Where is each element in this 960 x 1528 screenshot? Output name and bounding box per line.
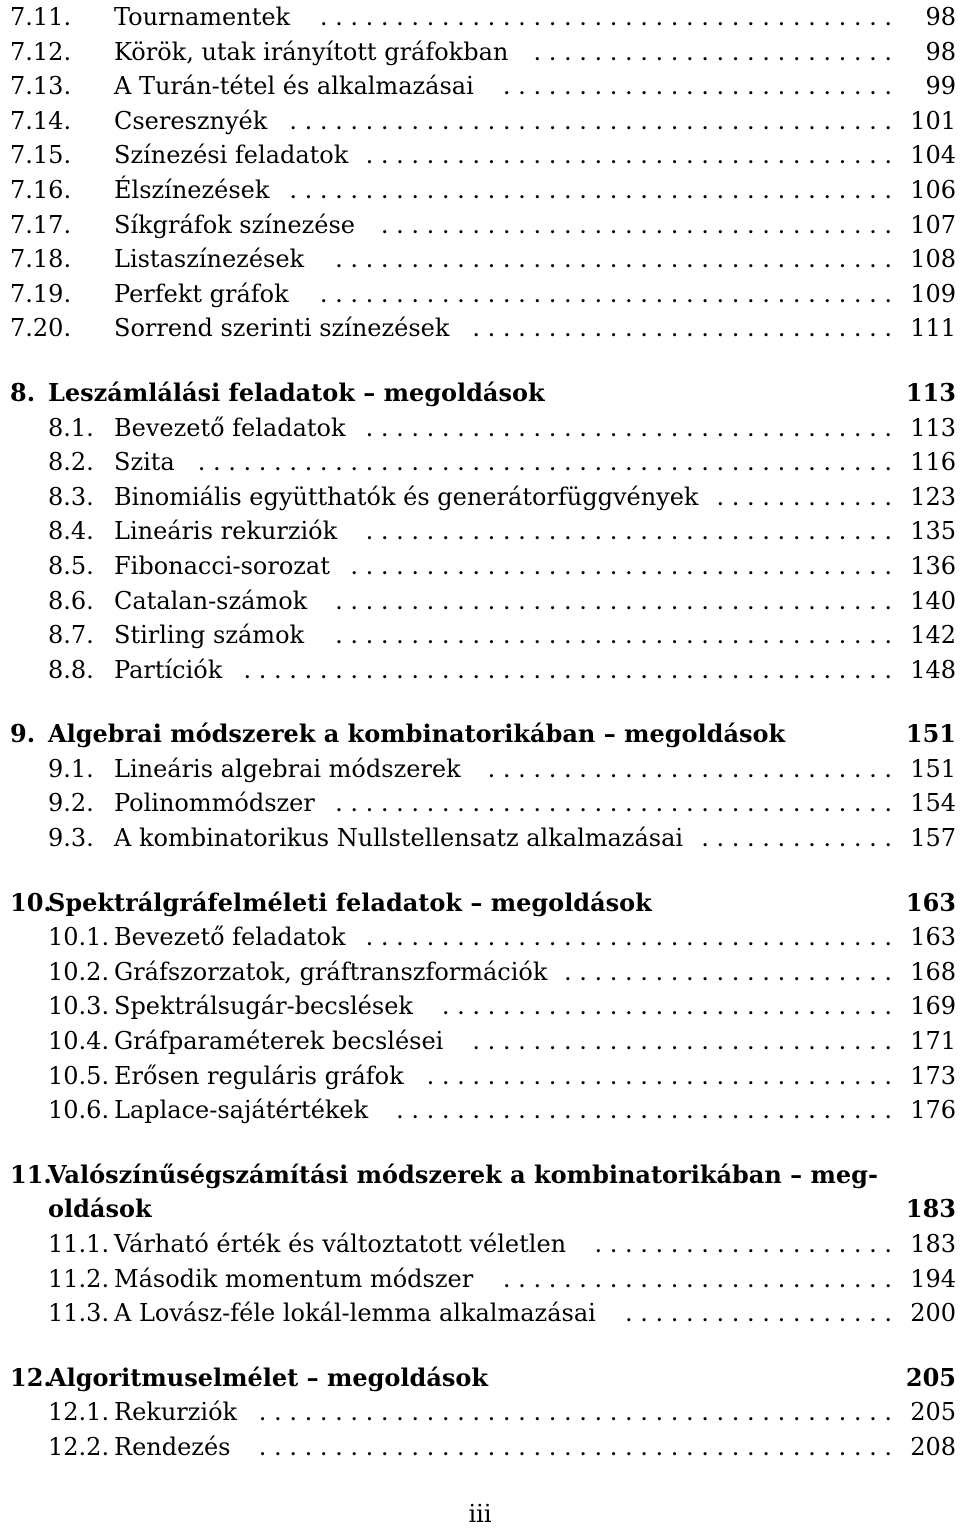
dot-leader: . . . . . . . . . . . . . . . . . . . . . . . . . . . . . . . . . . xyxy=(373,210,892,239)
entry-page: 99 xyxy=(925,72,956,101)
entry-title: A Lovász-féle lokál-lemma alkalmazásai xyxy=(114,1299,596,1328)
toc-entry[interactable] xyxy=(10,955,956,990)
entry-number: 10.4. xyxy=(48,1027,110,1056)
dot-leader: . . . . . . . . . . . . . . . . . . . . . . . . . . . . xyxy=(464,314,892,343)
entry-title: Élszínezések xyxy=(114,175,270,204)
chapter-title-line2: oldások xyxy=(48,1194,152,1224)
chapter-12-items xyxy=(10,1395,956,1464)
dot-leader: . . . . . . . . . . . . . . . . . . . . . . . . . . . . . . . . . xyxy=(388,1096,892,1125)
entry-title: Partíciók xyxy=(114,655,223,684)
entry-number: 7.19. xyxy=(10,279,72,308)
chapter-page: 183 xyxy=(905,1194,956,1224)
entry-title: Szita xyxy=(114,448,175,477)
toc-entry[interactable] xyxy=(10,549,956,584)
toc-entry[interactable] xyxy=(10,920,956,955)
entry-number: 12.1. xyxy=(48,1398,110,1427)
toc-entry[interactable] xyxy=(10,445,956,480)
toc-entry[interactable] xyxy=(10,1262,956,1297)
chapter-page: 113 xyxy=(905,377,956,407)
entry-page: 136 xyxy=(910,551,956,580)
entry-number: 8.1. xyxy=(48,413,94,442)
entry-number: 11.1. xyxy=(48,1230,110,1258)
entry-title: Perfekt gráfok xyxy=(114,279,289,308)
dot-leader: . . . . . . . . . . . . . . . . . . . . . . . . . . . . . . . . . . . . . xyxy=(327,586,892,615)
entry-number: 10.2. xyxy=(48,957,110,986)
entry-page: 168 xyxy=(910,957,956,986)
entry-title: Bevezető feladatok xyxy=(114,413,346,442)
chapter-9-heading[interactable] xyxy=(10,717,956,752)
entry-page: 109 xyxy=(910,279,956,308)
entry-page: 135 xyxy=(910,517,956,546)
entry-number: 8.7. xyxy=(48,621,94,650)
dot-leader: . . . . . . . . . . . . . . . . . . . . . . . . . . . xyxy=(480,754,892,783)
entry-page: 194 xyxy=(910,1264,956,1293)
dot-leader: . . . . . . . . . . . . . . . . . . . . . . . . xyxy=(525,37,892,66)
dot-leader: . . . . . . . . . . . . . . . . . . . . . . . . . . . . . . . . . . . xyxy=(357,923,892,952)
dot-leader: . . . . . . . . . . . . xyxy=(708,482,892,511)
dot-leader: . . . . . . . . . . . . . . . . . . . . . . . . . . xyxy=(495,72,892,101)
toc-entry[interactable] xyxy=(10,173,956,208)
entry-title: Bevezető feladatok xyxy=(114,923,346,952)
dot-leader: . . . . . . . . . . . . . . . . . . . . . . . . . . . . . . . . . . . xyxy=(357,517,892,546)
toc-entry[interactable] xyxy=(10,1296,956,1331)
dot-leader: . . . . . . . . . . . . . . . . . . . . . . . . . . . . . . . . . . . . . . xyxy=(312,279,892,308)
entry-page: 98 xyxy=(925,37,956,66)
toc-entry[interactable] xyxy=(10,0,956,35)
toc-entry[interactable] xyxy=(10,514,956,549)
chapter-11-heading-line1[interactable] xyxy=(10,1158,956,1193)
entry-title: Fibonacci-sorozat xyxy=(114,551,330,580)
toc-entry[interactable] xyxy=(10,242,956,277)
entry-title: A kombinatorikus Nullstellensatz alkalmazásai xyxy=(114,824,684,853)
entry-page: 151 xyxy=(910,754,956,783)
chapter-page: 163 xyxy=(905,887,956,917)
toc-entry[interactable] xyxy=(10,208,956,243)
entry-title: Tournamentek xyxy=(114,3,291,31)
chapter-title: Algebrai módszerek a kombinatorikában – megoldások xyxy=(48,719,786,749)
dot-leader: . . . . . . . . . . . . . . . . . . . . . . . . . . . . . . . . . . . . xyxy=(342,551,892,580)
entry-number: 8.5. xyxy=(48,551,94,580)
toc-entry[interactable] xyxy=(10,1395,956,1430)
chapter-number: 8. xyxy=(10,377,36,407)
entry-title: Laplace-sajátértékek xyxy=(114,1096,369,1125)
chapter-title-line1: Valószínűségszámítási módszerek a kombinatorikában – meg- xyxy=(48,1159,878,1189)
chapter-10-items xyxy=(10,920,956,1128)
toc-entry[interactable] xyxy=(10,1093,956,1128)
entry-page: 169 xyxy=(910,992,956,1021)
chapter-12-heading[interactable] xyxy=(10,1361,956,1396)
entry-page: 111 xyxy=(910,314,956,343)
chapter-title: Algoritmuselmélet – megoldások xyxy=(48,1362,489,1392)
entry-page: 205 xyxy=(910,1398,956,1427)
entry-title: Spektrálsugár-becslések xyxy=(114,992,413,1021)
chapter-number: 10. xyxy=(10,887,52,917)
entry-page: 171 xyxy=(910,1027,956,1056)
chapter-10-heading[interactable] xyxy=(10,886,956,921)
table-of-contents xyxy=(10,0,956,1465)
entry-page: 116 xyxy=(910,448,956,477)
chapter-title: Leszámlálási feladatok – megoldások xyxy=(48,377,545,407)
toc-entry[interactable] xyxy=(10,618,956,653)
entry-number: 8.8. xyxy=(48,655,94,684)
entry-number: 7.13. xyxy=(10,72,72,101)
chapter-7-items xyxy=(10,0,956,346)
entry-page: 173 xyxy=(910,1061,956,1090)
toc-entry[interactable] xyxy=(10,786,956,821)
toc-entry[interactable] xyxy=(10,138,956,173)
entry-page: 101 xyxy=(910,106,956,135)
dot-leader: . . . . . . . . . . . . . . . . . . . . . . . . . . . . . . . . . . . . . . . . xyxy=(281,175,892,204)
chapter-page: 205 xyxy=(905,1362,956,1392)
page-number-footer: iii xyxy=(468,1500,492,1528)
dot-leader: . . . . . . . . . . . . . . . . . . . . . . xyxy=(556,957,892,986)
toc-entry[interactable] xyxy=(10,480,956,515)
entry-title: Színezési feladatok xyxy=(114,141,349,170)
entry-title: A Turán-tétel és alkalmazásai xyxy=(114,72,474,101)
dot-leader: . . . . . . . . . . . . . . . . . . . . . . . . . . . . . . . . . . . . . xyxy=(327,245,892,274)
dot-leader: . . . . . . . . . . . . . . . . . . . . . . . . . . . . . . . . . . . . . . xyxy=(312,3,892,31)
entry-number: 7.16. xyxy=(10,175,72,204)
entry-page: 98 xyxy=(925,3,956,31)
entry-number: 10.1. xyxy=(48,923,110,952)
toc-entry[interactable] xyxy=(10,311,956,346)
chapter-11-items xyxy=(10,1227,956,1331)
entry-title: Cseresznyék xyxy=(114,106,268,135)
chapter-number: 12. xyxy=(10,1362,52,1392)
entry-number: 7.15. xyxy=(10,141,72,170)
chapter-11-heading-line2[interactable] xyxy=(10,1192,956,1227)
entry-title: Második momentum módszer xyxy=(114,1264,474,1293)
entry-title: Körök, utak irányított gráfokban xyxy=(114,37,509,66)
entry-page: 176 xyxy=(910,1096,956,1125)
entry-number: 11.3. xyxy=(48,1299,110,1328)
chapter-8-heading[interactable] xyxy=(10,376,956,411)
toc-entry[interactable] xyxy=(10,104,956,139)
entry-page: 142 xyxy=(910,621,956,650)
entry-title: Várható érték és változtatott véletlen xyxy=(114,1230,567,1258)
entry-title: Stirling számok xyxy=(114,621,305,650)
entry-page: 200 xyxy=(910,1299,956,1328)
entry-number: 9.2. xyxy=(48,789,94,818)
entry-title: Listaszínezések xyxy=(114,245,305,274)
dot-leader: . . . . . . . . . . . . . . . . . . . . . . . . . . . . . . . . . . . . . . . . xyxy=(281,106,892,135)
entry-title: Catalan-számok xyxy=(114,586,308,615)
dot-leader: . . . . . . . . . . . . . . . . . . . . . . . . . . xyxy=(495,1264,892,1293)
entry-page: 154 xyxy=(910,789,956,818)
chapter-title: Spektrálgráfelméleti feladatok – megoldások xyxy=(48,887,652,917)
entry-number: 7.17. xyxy=(10,210,72,239)
entry-title: Lineáris rekurziók xyxy=(114,517,338,546)
entry-page: 157 xyxy=(910,824,956,853)
dot-leader: . . . . . . . . . . . . . . . . . . . . . . . . . . . . . . xyxy=(434,992,892,1021)
entry-number: 8.3. xyxy=(48,482,94,511)
entry-number: 9.1. xyxy=(48,754,94,783)
entry-number: 11.2. xyxy=(48,1264,110,1293)
toc-entry[interactable] xyxy=(10,1059,956,1094)
entry-page: 140 xyxy=(910,586,956,615)
toc-entry[interactable] xyxy=(10,1430,956,1465)
toc-entry[interactable] xyxy=(10,821,956,856)
toc-entry[interactable] xyxy=(10,1024,956,1059)
dot-leader: . . . . . . . . . . . . . . . . . . . . . . . . . . . . xyxy=(464,1027,892,1056)
dot-leader: . . . . . . . . . . . . . . . . . . xyxy=(617,1299,892,1328)
entry-title: Lineáris algebrai módszerek xyxy=(114,754,461,783)
entry-page: 104 xyxy=(910,141,956,170)
dot-leader: . . . . . . . . . . . . . . . . . . . . . . . . . . . . . . . . . . . . . . . . . . xyxy=(251,1398,892,1427)
entry-title: Gráfparaméterek becslései xyxy=(114,1027,444,1056)
dot-leader: . . . . . . . . . . . . . . . . . . . . . . . . . . . . . . . . . . . . . xyxy=(327,789,892,818)
entry-title: Síkgráfok színezése xyxy=(114,210,355,239)
entry-page: 113 xyxy=(910,413,956,442)
toc-entry[interactable] xyxy=(10,69,956,104)
toc-entry[interactable] xyxy=(10,584,956,619)
dot-leader: . . . . . . . . . . . . . . . . . . . . . . . . . . . . . . . . . . . . . xyxy=(327,621,892,650)
entry-page: 148 xyxy=(910,655,956,684)
entry-number: 10.6. xyxy=(48,1096,110,1125)
entry-page: 106 xyxy=(910,175,956,204)
entry-number: 7.14. xyxy=(10,106,72,135)
entry-number: 8.4. xyxy=(48,517,94,546)
entry-title: Sorrend szerinti színezések xyxy=(114,314,450,343)
toc-entry[interactable] xyxy=(10,277,956,312)
entry-title: Gráfszorzatok, gráftranszformációk xyxy=(114,957,548,986)
entry-page: 123 xyxy=(910,482,956,511)
dot-leader: . . . . . . . . . . . . . xyxy=(693,824,892,853)
entry-title: Binomiális együtthatók és generátorfüggvények xyxy=(114,482,699,511)
toc-entry[interactable] xyxy=(10,989,956,1024)
entry-number: 8.6. xyxy=(48,586,94,615)
toc-entry[interactable] xyxy=(10,35,956,70)
entry-title: Rendezés xyxy=(114,1432,231,1461)
entry-page: 183 xyxy=(910,1230,956,1258)
dot-leader: . . . . . . . . . . . . . . . . . . . . . . . . . . . . . . . xyxy=(419,1061,892,1090)
dot-leader: . . . . . . . . . . . . . . . . . . . . . . . . . . . . . . . . . . . xyxy=(357,413,892,442)
entry-page: 208 xyxy=(910,1432,956,1461)
entry-page: 108 xyxy=(910,245,956,274)
chapter-number: 11. xyxy=(10,1159,52,1189)
dot-leader: . . . . . . . . . . . . . . . . . . . . . . . . . . . . . . . . . . . . . . . . . . xyxy=(251,1432,892,1461)
toc-entry[interactable] xyxy=(10,752,956,787)
chapter-8-items xyxy=(10,411,956,688)
chapter-page: 151 xyxy=(905,719,956,749)
entry-number: 7.20. xyxy=(10,314,72,343)
entry-number: 7.12. xyxy=(10,37,72,66)
entry-number: 7.18. xyxy=(10,245,72,274)
chapter-9-items xyxy=(10,752,956,856)
toc-entry[interactable] xyxy=(10,411,956,446)
dot-leader: . . . . . . . . . . . . . . . . . . . . . . . . . . . . . . . . . . . . . . . . . . . xyxy=(235,655,892,684)
entry-number: 10.3. xyxy=(48,992,110,1021)
toc-entry[interactable] xyxy=(10,653,956,688)
entry-page: 107 xyxy=(910,210,956,239)
toc-entry[interactable] xyxy=(10,1227,956,1262)
entry-page: 163 xyxy=(910,923,956,952)
entry-title: Erősen reguláris gráfok xyxy=(114,1061,404,1090)
chapter-number: 9. xyxy=(10,719,36,749)
dot-leader: . . . . . . . . . . . . . . . . . . . . . . . . . . . . . . . . . . . . . . . . . . . . . . xyxy=(190,448,892,477)
dot-leader: . . . . . . . . . . . . . . . . . . . . xyxy=(586,1230,892,1258)
entry-title: Polinommódszer xyxy=(114,789,315,818)
entry-number: 8.2. xyxy=(48,448,94,477)
entry-title: Rekurziók xyxy=(114,1398,238,1427)
dot-leader: . . . . . . . . . . . . . . . . . . . . . . . . . . . . . . . . . . . xyxy=(357,141,892,170)
entry-number: 12.2. xyxy=(48,1432,110,1461)
entry-number: 7.11. xyxy=(10,3,72,31)
entry-number: 10.5. xyxy=(48,1061,110,1090)
entry-number: 9.3. xyxy=(48,824,94,853)
